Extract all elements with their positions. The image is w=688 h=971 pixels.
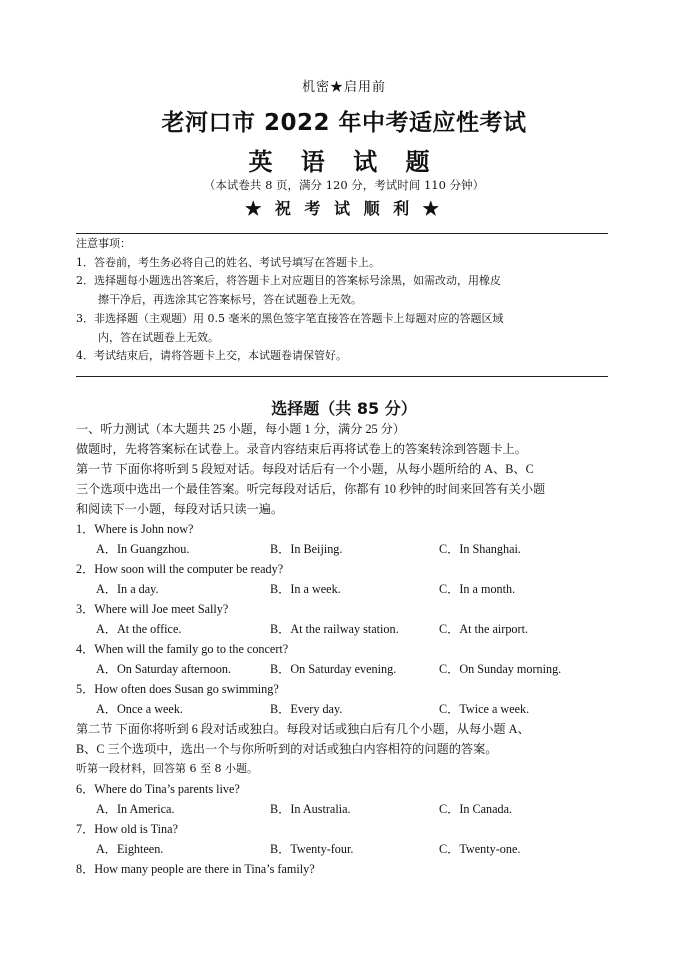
question-2: 2．How soon will the computer be ready? [76,562,284,576]
question-8: 8．How many people are there in Tina’s family? [76,862,315,876]
notes-block [76,235,616,366]
option-c: C．Twice a week. [439,702,530,716]
note-item: 2．选择题每小题选出答案后，将答题卡上对应题目的答案标号涂黑，如需改动，用橡皮 [76,274,501,288]
option-a: A．Eighteen. [96,842,164,856]
options-3 [76,619,616,639]
jie2-instruction: 第二节 下面你将听到 6 段对话或独白。每段对话或独白后有几个小题，从每小题 A、 [76,722,530,736]
question-6: 6．Where do Tina’s parents live? [76,782,240,796]
options-2 [76,579,616,599]
option-a: A．Once a week. [96,702,183,716]
question-7: 7．How old is Tina? [76,822,178,836]
option-a: A．At the office. [96,622,182,636]
option-a: A．In a day. [96,582,159,596]
option-b: B．On Saturday evening. [270,662,397,676]
divider-top [76,233,608,234]
option-a: A．In America. [96,802,175,816]
options-1 [76,539,616,559]
jie1-instruction: 第一节 下面你将听到 5 段短对话。每段对话后有一个小题，从每小题所给的 A、B、C [76,462,534,476]
section-title: 选择题（共 85 分） [271,399,417,418]
option-c: C．In Canada. [439,802,513,816]
divider-bottom [76,376,608,377]
option-a: A．In Guangzhou. [96,542,190,556]
note-item: 内，答在试题卷上无效。 [98,330,219,344]
question-5: 5．How often does Susan go swimming? [76,682,279,696]
confidential-label: 机密★启用前 [301,80,386,95]
question-1: 1．Where is John now? [76,522,194,536]
option-b: B．At the railway station. [270,622,399,636]
question-3: 3．Where will Joe meet Sally? [76,602,229,616]
section-body [76,419,616,879]
good-luck-banner: ★ 祝 考 试 顺 利 ★ [245,199,443,218]
note-item: 1．答卷前，考生务必将自己的姓名、考试号填写在答题卡上。 [76,255,380,269]
part-heading: 一、听力测试（本大题共 25 小题，每小题 1 分，满分 25 分） [76,422,406,436]
options-7 [76,839,616,859]
notes-heading: 注意事项： [76,237,131,250]
option-b: B．In Australia. [270,802,351,816]
option-a: A．On Saturday afternoon. [96,662,232,676]
option-c: C．On Sunday morning. [439,662,562,676]
question-4: 4．When will the family go to the concert? [76,642,289,656]
option-c: C．In a month. [439,582,516,596]
exam-title: 老河口市 2022 年中考适应性考试 [161,110,527,136]
instruction: 做题时，先将答案标在试卷上。录音内容结束后再将试卷上的答案转涂到答题卡上。 [76,442,527,456]
option-b: B．Every day. [270,702,343,716]
option-b: B．In a week. [270,582,341,596]
jie1-instruction: 三个选项中选出一个最佳答案。听完每段对话后，你都有 10 秒钟的时间来回答有关小题 [76,482,546,496]
options-6 [76,799,616,819]
options-5 [76,699,616,719]
material-instruction: 听第一段材料，回答第 6 至 8 小题。 [76,762,258,775]
note-item: 3．非选择题（主观题）用 0.5 毫米的黑色签字笔直接答在答题卡上每题对应的答题区域 [76,311,504,325]
option-c: C．At the airport. [439,622,529,636]
option-b: B．In Beijing. [270,542,343,556]
option-c: C．Twenty-one. [439,842,521,856]
exam-info: （本试卷共 8 页，满分 120 分，考试时间 110 分钟） [203,178,485,192]
note-item: 4．考试结束后，请将答题卡上交，本试题卷请保管好。 [76,349,347,363]
option-c: C．In Shanghai. [439,542,521,556]
option-b: B．Twenty-four. [270,842,354,856]
jie1-instruction: 和阅读下一小题，每段对话只读一遍。 [76,502,284,516]
subject-title: 英 语 试 题 [248,148,440,176]
options-4 [76,659,616,679]
note-item: 擦干净后，再选涂其它答案标号，答在试题卷上无效。 [98,293,362,307]
jie2-instruction: B、C 三个选项中，选出一个与你所听到的对话或独白内容相符的问题的答案。 [76,742,498,756]
